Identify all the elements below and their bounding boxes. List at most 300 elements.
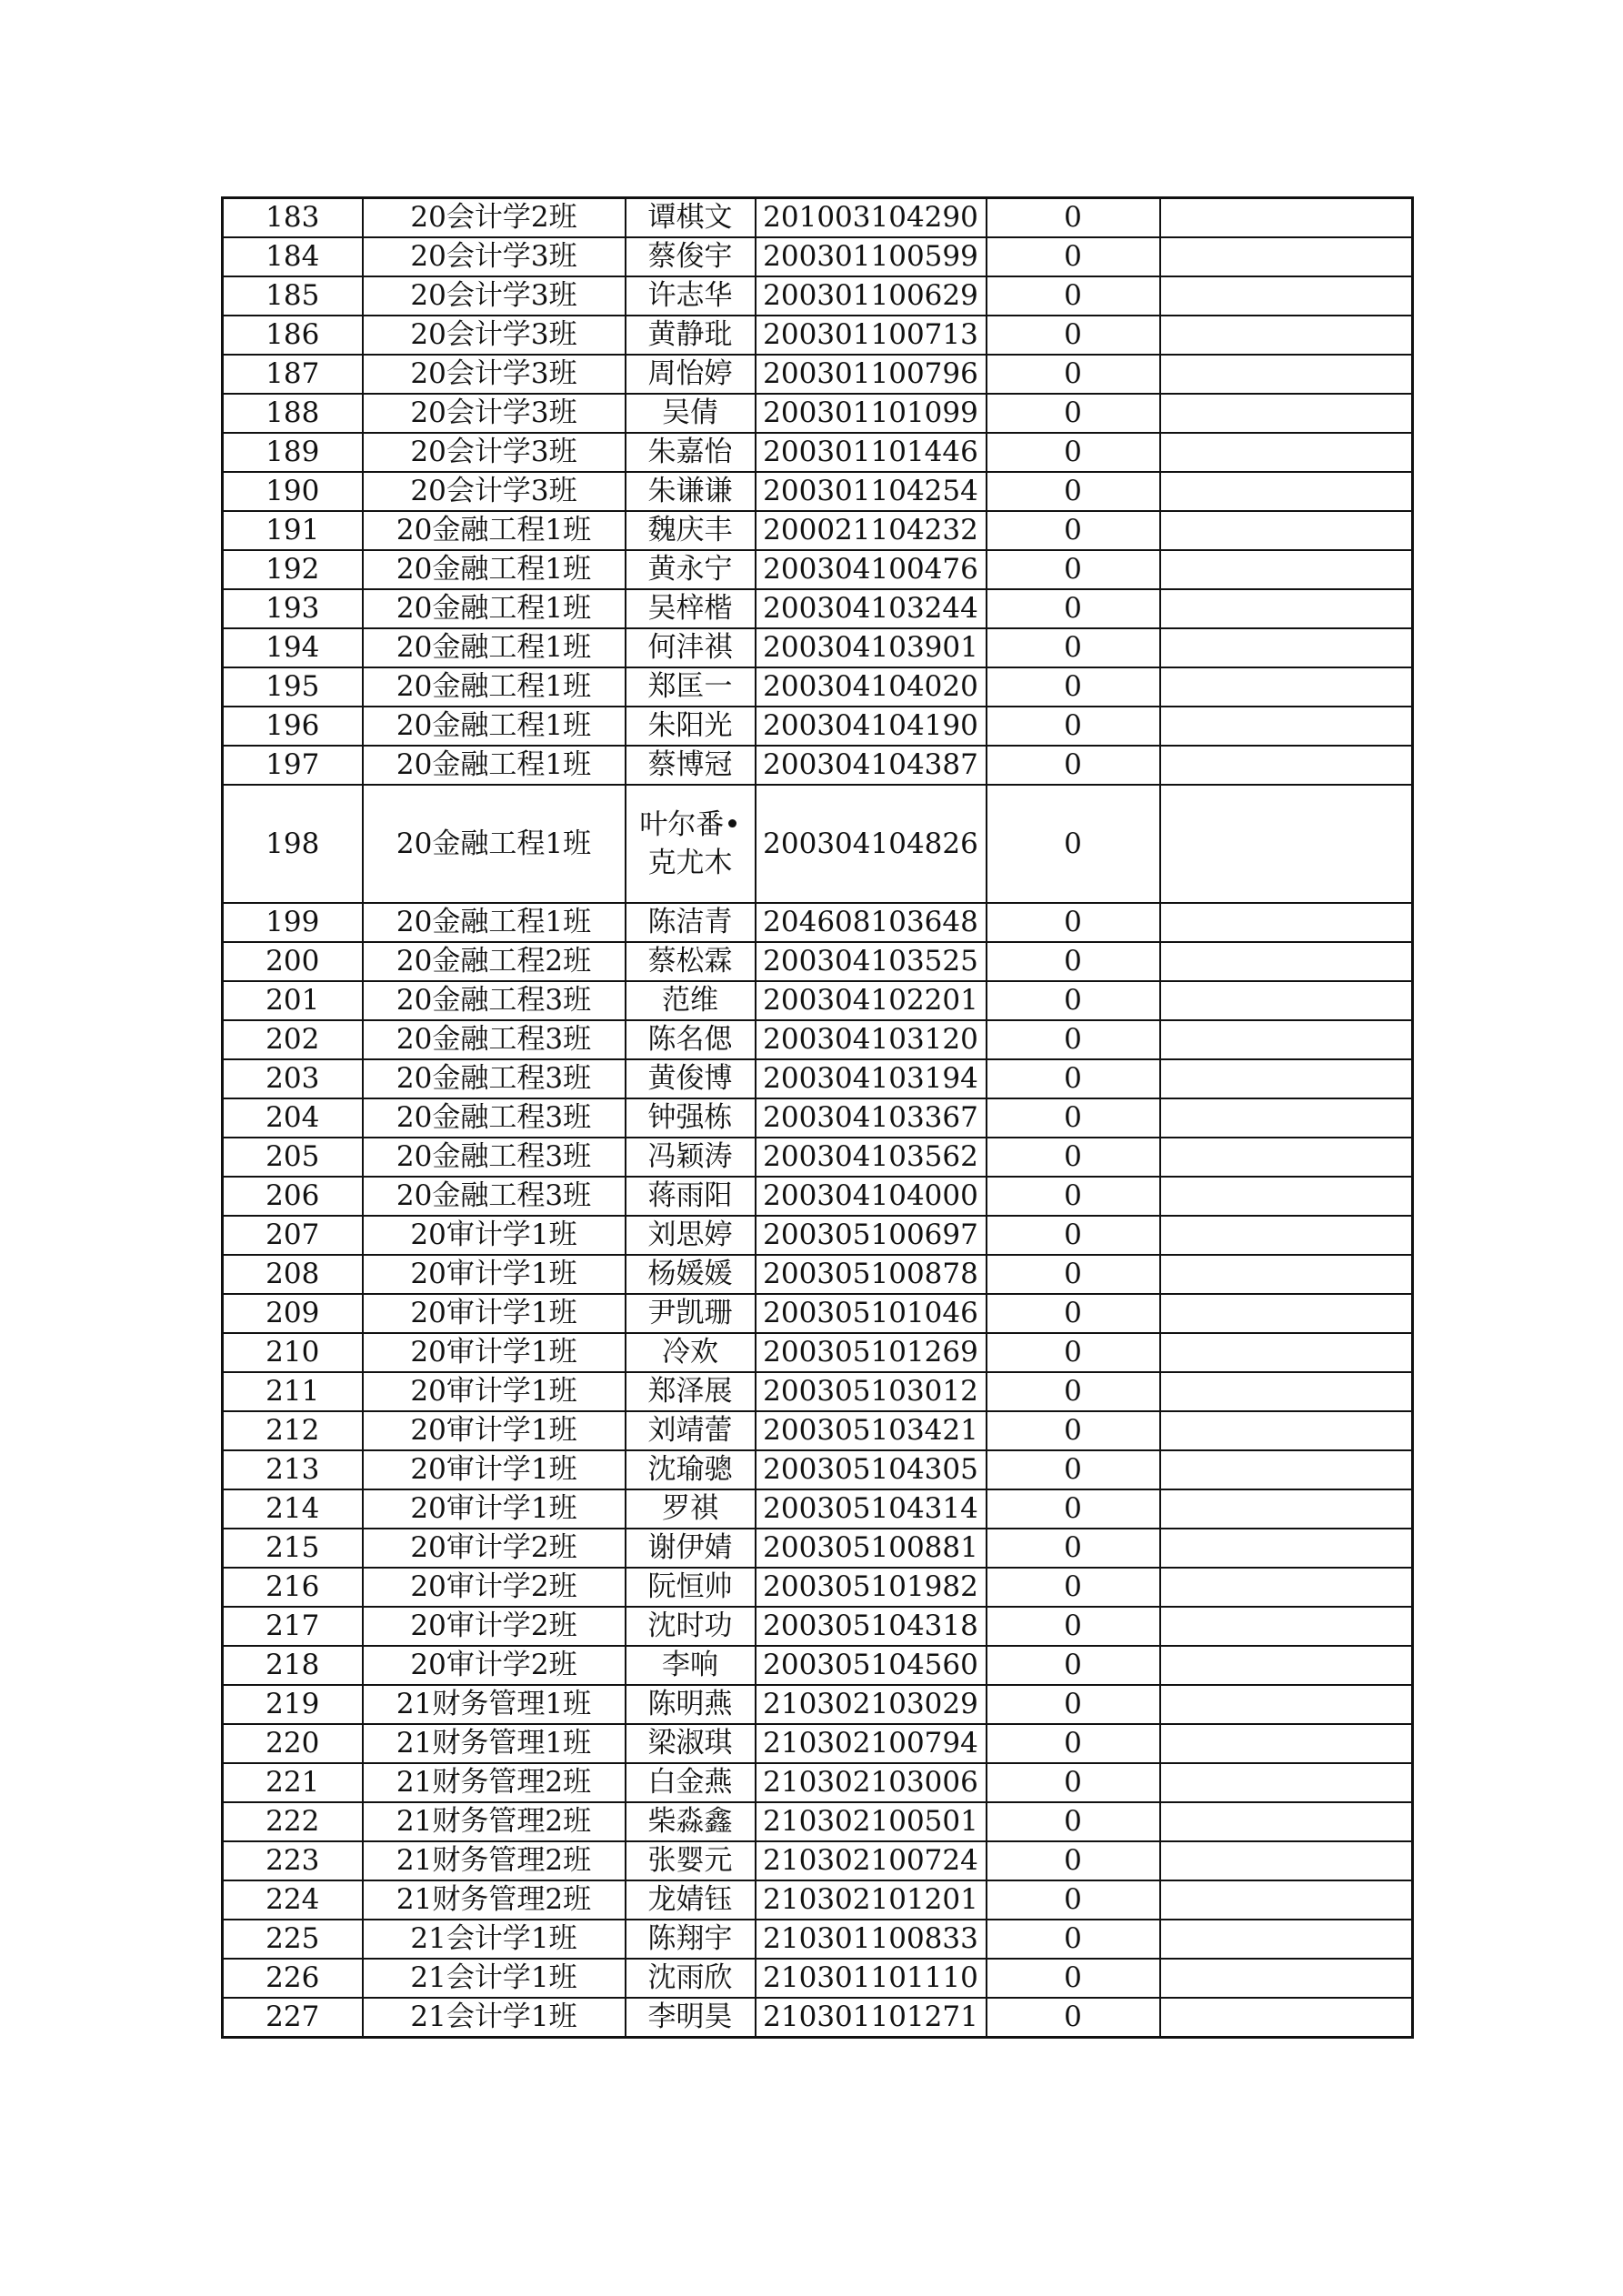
row-number-cell: 223: [223, 1841, 363, 1880]
table-row: [223, 433, 1413, 472]
class-cell: 20审计学1班: [363, 1333, 626, 1372]
student-id-cell: 200305101046: [756, 1294, 987, 1333]
table-row: [223, 198, 1413, 238]
name-cell: 蔡松霖: [626, 942, 756, 981]
class-cell: 21财务管理1班: [363, 1685, 626, 1724]
value-cell: 0: [987, 1763, 1160, 1802]
class-cell: 20金融工程3班: [363, 1098, 626, 1138]
table-row: [223, 746, 1413, 785]
note-cell: [1160, 237, 1413, 276]
value-cell: 0: [987, 1020, 1160, 1059]
value-cell: 0: [987, 1177, 1160, 1216]
class-cell: 20金融工程3班: [363, 1177, 626, 1216]
note-cell: [1160, 433, 1413, 472]
student-id-cell: 200305100881: [756, 1529, 987, 1568]
class-cell: 20金融工程2班: [363, 942, 626, 981]
class-cell: 21会计学1班: [363, 1998, 626, 2038]
note-cell: [1160, 1920, 1413, 1959]
name-cell: 许志华: [626, 276, 756, 316]
name-cell: 刘靖蕾: [626, 1411, 756, 1450]
note-cell: [1160, 667, 1413, 707]
row-number-cell: 216: [223, 1568, 363, 1607]
note-cell: [1160, 1568, 1413, 1607]
note-cell: [1160, 1216, 1413, 1255]
class-cell: 20金融工程3班: [363, 1059, 626, 1098]
name-cell: 黄静玭: [626, 316, 756, 355]
value-cell: 0: [987, 276, 1160, 316]
table-row: [223, 511, 1413, 550]
name-cell: 张婴元: [626, 1841, 756, 1880]
name-cell: 阮恒帅: [626, 1568, 756, 1607]
name-cell: 黄永宁: [626, 550, 756, 589]
name-cell: 魏庆丰: [626, 511, 756, 550]
student-id-cell: 200304104387: [756, 746, 987, 785]
row-number-cell: 192: [223, 550, 363, 589]
table-row: [223, 903, 1413, 942]
value-cell: 0: [987, 746, 1160, 785]
class-cell: 20金融工程1班: [363, 707, 626, 746]
row-number-cell: 212: [223, 1411, 363, 1450]
class-cell: 20金融工程1班: [363, 589, 626, 628]
student-id-cell: 200021104232: [756, 511, 987, 550]
note-cell: [1160, 1059, 1413, 1098]
table-row: [223, 276, 1413, 316]
note-cell: [1160, 1646, 1413, 1685]
row-number-cell: 206: [223, 1177, 363, 1216]
value-cell: 0: [987, 1450, 1160, 1489]
note-cell: [1160, 1841, 1413, 1880]
row-number-cell: 191: [223, 511, 363, 550]
value-cell: 0: [987, 1685, 1160, 1724]
note-cell: [1160, 276, 1413, 316]
value-cell: 0: [987, 1841, 1160, 1880]
row-number-cell: 205: [223, 1138, 363, 1177]
value-cell: 0: [987, 1294, 1160, 1333]
value-cell: 0: [987, 472, 1160, 511]
row-number-cell: 211: [223, 1372, 363, 1411]
value-cell: 0: [987, 707, 1160, 746]
name-cell: 朱谦谦: [626, 472, 756, 511]
class-cell: 20审计学2班: [363, 1607, 626, 1646]
class-cell: 20会计学3班: [363, 394, 626, 433]
class-cell: 20金融工程1班: [363, 511, 626, 550]
table-row: [223, 589, 1413, 628]
value-cell: 0: [987, 1607, 1160, 1646]
name-cell: 杨媛媛: [626, 1255, 756, 1294]
student-id-cell: 200304103244: [756, 589, 987, 628]
row-number-cell: 200: [223, 942, 363, 981]
student-id-cell: 210302100794: [756, 1724, 987, 1763]
table-row: [223, 1685, 1413, 1724]
table-row: [223, 1098, 1413, 1138]
class-cell: 20审计学1班: [363, 1255, 626, 1294]
student-id-cell: 210301101110: [756, 1959, 987, 1998]
table-row: [223, 1802, 1413, 1841]
student-id-cell: 210302100724: [756, 1841, 987, 1880]
name-cell: 吴梓楷: [626, 589, 756, 628]
name-cell: 白金燕: [626, 1763, 756, 1802]
student-id-cell: 200305103421: [756, 1411, 987, 1450]
row-number-cell: 218: [223, 1646, 363, 1685]
name-cell: 梁淑琪: [626, 1724, 756, 1763]
row-number-cell: 201: [223, 981, 363, 1020]
name-cell: 刘思婷: [626, 1216, 756, 1255]
student-id-cell: 200304103194: [756, 1059, 987, 1098]
table-row: [223, 707, 1413, 746]
table-row: [223, 355, 1413, 394]
row-number-cell: 227: [223, 1998, 363, 2038]
class-cell: 20审计学2班: [363, 1529, 626, 1568]
table-row: [223, 1724, 1413, 1763]
value-cell: 0: [987, 1411, 1160, 1450]
note-cell: [1160, 472, 1413, 511]
class-cell: 20会计学3班: [363, 316, 626, 355]
student-id-cell: 200304100476: [756, 550, 987, 589]
note-cell: [1160, 981, 1413, 1020]
name-cell: 范维: [626, 981, 756, 1020]
row-number-cell: 209: [223, 1294, 363, 1333]
table-row: [223, 1411, 1413, 1450]
note-cell: [1160, 355, 1413, 394]
row-number-cell: 197: [223, 746, 363, 785]
student-id-cell: 200304103120: [756, 1020, 987, 1059]
row-number-cell: 196: [223, 707, 363, 746]
row-number-cell: 222: [223, 1802, 363, 1841]
table-row: [223, 550, 1413, 589]
student-table-body: [223, 198, 1413, 2038]
note-cell: [1160, 1098, 1413, 1138]
row-number-cell: 183: [223, 198, 363, 238]
class-cell: 20会计学3班: [363, 237, 626, 276]
class-cell: 20会计学3班: [363, 355, 626, 394]
table-row: [223, 1646, 1413, 1685]
table-row: [223, 1489, 1413, 1529]
name-cell: 叶尔番•克尤木: [626, 785, 756, 903]
class-cell: 20金融工程3班: [363, 1138, 626, 1177]
student-id-cell: 200304104020: [756, 667, 987, 707]
value-cell: 0: [987, 1529, 1160, 1568]
name-cell: 龙婧钰: [626, 1880, 756, 1920]
student-id-cell: 200304102201: [756, 981, 987, 1020]
student-id-cell: 200305104318: [756, 1607, 987, 1646]
class-cell: 20审计学1班: [363, 1216, 626, 1255]
name-cell: 沈雨欣: [626, 1959, 756, 1998]
student-id-cell: 200305100878: [756, 1255, 987, 1294]
student-id-cell: 200304104826: [756, 785, 987, 903]
table-row: [223, 394, 1413, 433]
value-cell: 0: [987, 628, 1160, 667]
class-cell: 20审计学1班: [363, 1372, 626, 1411]
class-cell: 20审计学1班: [363, 1489, 626, 1529]
note-cell: [1160, 1333, 1413, 1372]
note-cell: [1160, 1177, 1413, 1216]
name-cell: 陈明燕: [626, 1685, 756, 1724]
student-id-cell: 200301104254: [756, 472, 987, 511]
table-row: [223, 1841, 1413, 1880]
note-cell: [1160, 589, 1413, 628]
table-row: [223, 316, 1413, 355]
value-cell: 0: [987, 511, 1160, 550]
class-cell: 20会计学3班: [363, 276, 626, 316]
note-cell: [1160, 316, 1413, 355]
table-row: [223, 1763, 1413, 1802]
name-cell: 罗祺: [626, 1489, 756, 1529]
name-cell: 蔡俊宇: [626, 237, 756, 276]
student-id-cell: 200301101446: [756, 433, 987, 472]
value-cell: 0: [987, 237, 1160, 276]
student-id-cell: 200301100796: [756, 355, 987, 394]
row-number-cell: 224: [223, 1880, 363, 1920]
name-cell: 谢伊婧: [626, 1529, 756, 1568]
table-row: [223, 1059, 1413, 1098]
table-row: [223, 1959, 1413, 1998]
name-cell: 沈瑜骢: [626, 1450, 756, 1489]
name-cell: 李响: [626, 1646, 756, 1685]
value-cell: 0: [987, 1489, 1160, 1529]
note-cell: [1160, 1763, 1413, 1802]
row-number-cell: 202: [223, 1020, 363, 1059]
value-cell: 0: [987, 316, 1160, 355]
student-id-cell: 210302101201: [756, 1880, 987, 1920]
table-row: [223, 1333, 1413, 1372]
note-cell: [1160, 198, 1413, 238]
row-number-cell: 214: [223, 1489, 363, 1529]
student-id-cell: 204608103648: [756, 903, 987, 942]
value-cell: 0: [987, 1372, 1160, 1411]
row-number-cell: 207: [223, 1216, 363, 1255]
class-cell: 21财务管理2班: [363, 1802, 626, 1841]
name-cell: 钟强栋: [626, 1098, 756, 1138]
table-row: [223, 1020, 1413, 1059]
name-cell: 周怡婷: [626, 355, 756, 394]
value-cell: 0: [987, 355, 1160, 394]
note-cell: [1160, 550, 1413, 589]
student-id-cell: 200301100599: [756, 237, 987, 276]
student-id-cell: 200304104000: [756, 1177, 987, 1216]
row-number-cell: 221: [223, 1763, 363, 1802]
class-cell: 20金融工程1班: [363, 746, 626, 785]
table-row: [223, 785, 1413, 903]
value-cell: 0: [987, 667, 1160, 707]
class-cell: 21财务管理2班: [363, 1841, 626, 1880]
value-cell: 0: [987, 433, 1160, 472]
student-id-cell: 200305104314: [756, 1489, 987, 1529]
name-cell: 郑匡一: [626, 667, 756, 707]
value-cell: 0: [987, 1959, 1160, 1998]
student-id-cell: 200304104190: [756, 707, 987, 746]
class-cell: 20金融工程1班: [363, 628, 626, 667]
table-row: [223, 1216, 1413, 1255]
name-cell: 何沣祺: [626, 628, 756, 667]
table-row: [223, 1568, 1413, 1607]
class-cell: 20审计学2班: [363, 1568, 626, 1607]
name-cell: 谭棋文: [626, 198, 756, 238]
class-cell: 20审计学1班: [363, 1450, 626, 1489]
note-cell: [1160, 628, 1413, 667]
row-number-cell: 185: [223, 276, 363, 316]
table-row: [223, 1880, 1413, 1920]
note-cell: [1160, 1529, 1413, 1568]
class-cell: 20会计学3班: [363, 472, 626, 511]
student-id-cell: 200305104560: [756, 1646, 987, 1685]
student-id-cell: 200305101269: [756, 1333, 987, 1372]
value-cell: 0: [987, 785, 1160, 903]
note-cell: [1160, 1959, 1413, 1998]
table-row: [223, 1920, 1413, 1959]
value-cell: 0: [987, 198, 1160, 238]
table-row: [223, 1450, 1413, 1489]
name-cell: 陈翔宇: [626, 1920, 756, 1959]
value-cell: 0: [987, 1998, 1160, 2038]
row-number-cell: 208: [223, 1255, 363, 1294]
note-cell: [1160, 1998, 1413, 2038]
class-cell: 21会计学1班: [363, 1920, 626, 1959]
student-id-cell: 200301101099: [756, 394, 987, 433]
name-cell: 蔡博冠: [626, 746, 756, 785]
note-cell: [1160, 707, 1413, 746]
table-row: [223, 1998, 1413, 2038]
value-cell: 0: [987, 1059, 1160, 1098]
table-row: [223, 628, 1413, 667]
note-cell: [1160, 1685, 1413, 1724]
row-number-cell: 188: [223, 394, 363, 433]
student-id-cell: 200305104305: [756, 1450, 987, 1489]
note-cell: [1160, 785, 1413, 903]
note-cell: [1160, 1802, 1413, 1841]
student-id-cell: 200304103901: [756, 628, 987, 667]
value-cell: 0: [987, 589, 1160, 628]
student-id-cell: 210301100833: [756, 1920, 987, 1959]
note-cell: [1160, 903, 1413, 942]
class-cell: 20审计学1班: [363, 1411, 626, 1450]
name-cell: 陈名偲: [626, 1020, 756, 1059]
row-number-cell: 187: [223, 355, 363, 394]
row-number-cell: 193: [223, 589, 363, 628]
student-id-cell: 201003104290: [756, 198, 987, 238]
class-cell: 20金融工程3班: [363, 1020, 626, 1059]
table-row: [223, 1177, 1413, 1216]
note-cell: [1160, 1020, 1413, 1059]
class-cell: 20金融工程3班: [363, 981, 626, 1020]
student-id-cell: 200304103367: [756, 1098, 987, 1138]
note-cell: [1160, 1411, 1413, 1450]
student-id-cell: 200305103012: [756, 1372, 987, 1411]
row-number-cell: 199: [223, 903, 363, 942]
row-number-cell: 194: [223, 628, 363, 667]
note-cell: [1160, 1724, 1413, 1763]
class-cell: 21会计学1班: [363, 1959, 626, 1998]
note-cell: [1160, 942, 1413, 981]
note-cell: [1160, 1489, 1413, 1529]
row-number-cell: 186: [223, 316, 363, 355]
name-cell: 冷欢: [626, 1333, 756, 1372]
table-row: [223, 472, 1413, 511]
value-cell: 0: [987, 394, 1160, 433]
name-cell: 蒋雨阳: [626, 1177, 756, 1216]
table-row: [223, 237, 1413, 276]
name-cell: 黄俊博: [626, 1059, 756, 1098]
note-cell: [1160, 746, 1413, 785]
table-row: [223, 981, 1413, 1020]
row-number-cell: 203: [223, 1059, 363, 1098]
value-cell: 0: [987, 1333, 1160, 1372]
table-row: [223, 1607, 1413, 1646]
row-number-cell: 204: [223, 1098, 363, 1138]
table-row: [223, 942, 1413, 981]
table-row: [223, 667, 1413, 707]
class-cell: 21财务管理2班: [363, 1763, 626, 1802]
class-cell: 20审计学1班: [363, 1294, 626, 1333]
value-cell: 0: [987, 1880, 1160, 1920]
student-id-cell: 210302103006: [756, 1763, 987, 1802]
row-number-cell: 226: [223, 1959, 363, 1998]
note-cell: [1160, 1138, 1413, 1177]
value-cell: 0: [987, 1724, 1160, 1763]
table-row: [223, 1294, 1413, 1333]
student-id-cell: 200305100697: [756, 1216, 987, 1255]
row-number-cell: 217: [223, 1607, 363, 1646]
row-number-cell: 213: [223, 1450, 363, 1489]
table-row: [223, 1138, 1413, 1177]
value-cell: 0: [987, 1802, 1160, 1841]
value-cell: 0: [987, 1098, 1160, 1138]
class-cell: 20金融工程1班: [363, 667, 626, 707]
row-number-cell: 210: [223, 1333, 363, 1372]
note-cell: [1160, 511, 1413, 550]
row-number-cell: 219: [223, 1685, 363, 1724]
student-id-cell: 200301100629: [756, 276, 987, 316]
row-number-cell: 184: [223, 237, 363, 276]
student-table: [221, 196, 1414, 2039]
student-id-cell: 200305101982: [756, 1568, 987, 1607]
note-cell: [1160, 1255, 1413, 1294]
class-cell: 20审计学2班: [363, 1646, 626, 1685]
name-cell: 郑泽展: [626, 1372, 756, 1411]
student-id-cell: 200304103562: [756, 1138, 987, 1177]
student-id-cell: 200301100713: [756, 316, 987, 355]
row-number-cell: 198: [223, 785, 363, 903]
value-cell: 0: [987, 1646, 1160, 1685]
name-cell: 朱阳光: [626, 707, 756, 746]
name-cell: 朱嘉怡: [626, 433, 756, 472]
value-cell: 0: [987, 550, 1160, 589]
value-cell: 0: [987, 1920, 1160, 1959]
value-cell: 0: [987, 1255, 1160, 1294]
class-cell: 21财务管理2班: [363, 1880, 626, 1920]
class-cell: 20会计学3班: [363, 433, 626, 472]
note-cell: [1160, 1607, 1413, 1646]
note-cell: [1160, 394, 1413, 433]
class-cell: 20会计学2班: [363, 198, 626, 238]
student-id-cell: 210302100501: [756, 1802, 987, 1841]
row-number-cell: 215: [223, 1529, 363, 1568]
student-id-cell: 200304103525: [756, 942, 987, 981]
name-cell: 李明昊: [626, 1998, 756, 2038]
value-cell: 0: [987, 1568, 1160, 1607]
value-cell: 0: [987, 942, 1160, 981]
name-cell: 柴淼鑫: [626, 1802, 756, 1841]
row-number-cell: 189: [223, 433, 363, 472]
student-id-cell: 210301101271: [756, 1998, 987, 2038]
class-cell: 21财务管理1班: [363, 1724, 626, 1763]
table-row: [223, 1255, 1413, 1294]
name-cell: 吴倩: [626, 394, 756, 433]
class-cell: 20金融工程1班: [363, 903, 626, 942]
name-cell: 陈洁青: [626, 903, 756, 942]
value-cell: 0: [987, 903, 1160, 942]
student-id-cell: 210302103029: [756, 1685, 987, 1724]
note-cell: [1160, 1372, 1413, 1411]
